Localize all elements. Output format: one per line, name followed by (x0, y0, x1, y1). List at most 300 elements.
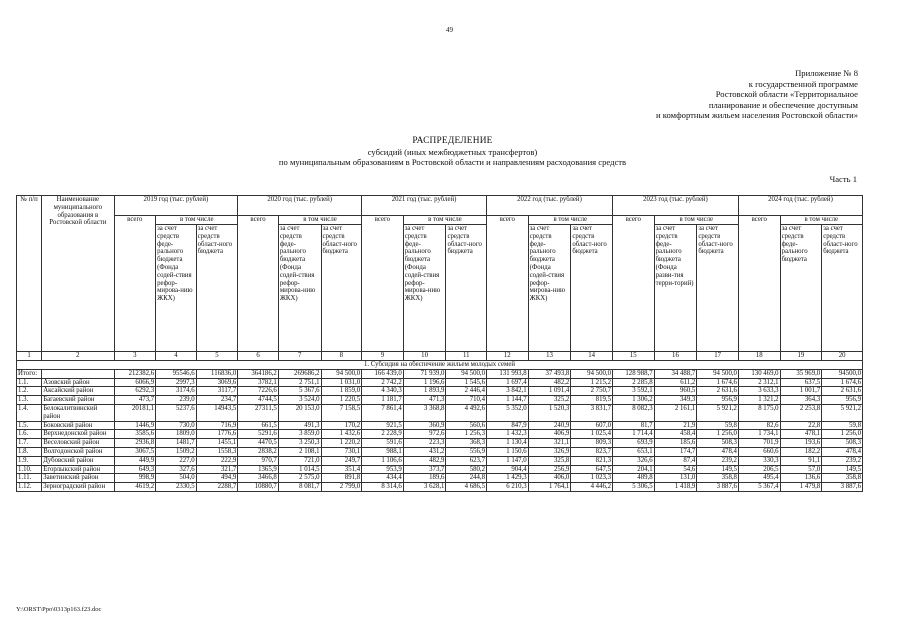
value-cell: 91,1 (780, 456, 822, 465)
value-cell: 730,1 (321, 447, 362, 456)
value-cell: 1 674,6 (822, 378, 863, 387)
value-cell: 819,5 (571, 396, 613, 405)
annex-line: Приложение № 8 (795, 68, 858, 78)
header-year: 2020 год (тыс. рублей) (238, 196, 362, 216)
value-cell: 6292,3 (114, 387, 156, 396)
value-cell: 8 081,7 (278, 483, 321, 492)
value-cell: 27311,5 (238, 404, 279, 421)
header-fed: за счет средств феде-рального бюджета (Фонда разви-тия терри-торий) (654, 225, 697, 352)
value-cell: 508,3 (822, 439, 863, 448)
value-cell: 1 144,7 (486, 396, 528, 405)
value-cell: 1 256,0 (822, 430, 863, 439)
value-cell: 185,6 (654, 439, 697, 448)
value-cell: 364,3 (780, 396, 822, 405)
value-cell: 1 025,4 (571, 430, 613, 439)
value-cell: 591,6 (362, 439, 404, 448)
value-cell: 14943,5 (196, 404, 238, 421)
value-cell: 4 340,3 (362, 387, 404, 396)
value-cell: 5 921,2 (697, 404, 739, 421)
value-cell: 5 367,4 (738, 483, 780, 492)
value-cell: 482,9 (403, 456, 446, 465)
value-cell: 3117,7 (196, 387, 238, 396)
value-cell: 6 210,3 (486, 483, 528, 492)
value-cell: 326,9 (528, 447, 571, 456)
value-cell: 34 488,7 (654, 369, 697, 378)
value-cell: 94500,0 (822, 369, 863, 378)
value-cell: 2 446,4 (446, 387, 487, 396)
column-number: 16 (654, 352, 697, 361)
title-sub: по муниципальным образованиям в Ростовской области и направлениям расходования средств (278, 157, 627, 167)
value-cell: 721,0 (278, 456, 321, 465)
municipality-name: Аксайский район (42, 387, 114, 396)
table-row (17, 474, 863, 483)
header-fed: за счет средств феде-рального бюджета (Фонда содей-ствия рефор-мирова-нию ЖКХ) (528, 225, 571, 352)
header-num: № п/п (17, 196, 42, 352)
value-cell: 1 031,0 (321, 378, 362, 387)
row-number: 1.12. (17, 483, 42, 492)
header-obl: за счет средств област-ного бюджета (196, 225, 238, 352)
value-cell: 458,4 (654, 430, 697, 439)
municipality-name: Веселовский район (42, 439, 114, 448)
value-cell: 1509,2 (156, 447, 197, 456)
table-row (17, 421, 863, 430)
column-number: 5 (196, 352, 238, 361)
column-number: 15 (612, 352, 654, 361)
municipality-name: Заветинский район (42, 474, 114, 483)
municipality-name: Азовский район (42, 378, 114, 387)
row-number: 1.9. (17, 456, 42, 465)
value-cell: 3 628,1 (403, 483, 446, 492)
value-cell: 206,5 (738, 465, 780, 474)
header-year: 2019 год (тыс. рублей) (114, 196, 238, 216)
table-row (17, 483, 863, 492)
header-total: всего (362, 216, 404, 352)
value-cell: 149,5 (697, 465, 739, 474)
value-cell: 1 429,3 (486, 474, 528, 483)
value-cell: 1558,3 (196, 447, 238, 456)
table-row (17, 396, 863, 405)
value-cell: 325,2 (528, 396, 571, 405)
value-cell: 321,7 (196, 465, 238, 474)
value-cell: 3069,6 (196, 378, 238, 387)
value-cell: 7226,6 (238, 387, 279, 396)
value-cell: 321,1 (528, 439, 571, 448)
value-cell: 349,3 (654, 396, 697, 405)
column-number: 18 (738, 352, 780, 361)
value-cell: 556,9 (446, 447, 487, 456)
header-total: всего (486, 216, 528, 352)
value-cell: 495,4 (738, 474, 780, 483)
value-cell: 1 023,3 (571, 474, 613, 483)
value-cell: 149,5 (822, 465, 863, 474)
value-cell: 95546,6 (156, 369, 197, 378)
value-cell: 327,6 (156, 465, 197, 474)
column-number: 1 (17, 352, 42, 361)
value-cell: 54,6 (654, 465, 697, 474)
value-cell: 3 887,6 (822, 483, 863, 492)
value-cell: 434,4 (362, 474, 404, 483)
header-obl: за счет средств област-ного бюджета (446, 225, 487, 352)
value-cell: 71 939,0 (403, 369, 446, 378)
value-cell: 471,3 (403, 396, 446, 405)
header-obl: за счет средств област-ного бюджета (822, 225, 863, 352)
value-cell: 1 432,3 (486, 430, 528, 439)
value-cell: 580,2 (446, 465, 487, 474)
value-cell: 1 130,4 (486, 439, 528, 448)
value-cell: 494,9 (196, 474, 238, 483)
value-cell: 406,9 (528, 430, 571, 439)
value-cell: 2 228,9 (362, 430, 404, 439)
value-cell: 478,1 (780, 430, 822, 439)
value-cell: 1 220,5 (321, 396, 362, 405)
value-cell: 239,2 (697, 456, 739, 465)
value-cell: 3585,6 (114, 430, 156, 439)
value-cell: 3 859,0 (278, 430, 321, 439)
value-cell: 330,3 (738, 456, 780, 465)
header-fed: за счет средств феде-рального бюджета (Фонда содей-ствия рефор-мирова-нию ЖКХ) (156, 225, 197, 352)
value-cell: 1 859,0 (321, 387, 362, 396)
value-cell: 716,9 (196, 421, 238, 430)
value-cell: 4470,5 (238, 439, 279, 448)
value-cell: 2 742,2 (362, 378, 404, 387)
value-cell: 956,9 (697, 396, 739, 405)
value-cell: 1455,1 (196, 439, 238, 448)
column-number: 11 (446, 352, 487, 361)
value-cell: 364186,2 (238, 369, 279, 378)
value-cell: 660,6 (738, 447, 780, 456)
value-cell: 921,5 (362, 421, 404, 430)
value-cell: 82,6 (738, 421, 780, 430)
column-number: 7 (278, 352, 321, 361)
value-cell: 1 215,2 (571, 378, 613, 387)
value-cell: 821,3 (571, 456, 613, 465)
value-cell: 2838,2 (238, 447, 279, 456)
value-cell: 8 082,3 (612, 404, 654, 421)
row-number: 1.7. (17, 439, 42, 448)
value-cell: 3 524,0 (278, 396, 321, 405)
row-number: Итого: (17, 369, 42, 378)
header-year: 2022 год (тыс. рублей) (486, 196, 612, 216)
value-cell: 239,2 (822, 456, 863, 465)
value-cell: 406,0 (528, 474, 571, 483)
value-cell: 5237,6 (156, 404, 197, 421)
table-row (17, 369, 863, 378)
column-number: 6 (238, 352, 279, 361)
value-cell: 1 001,7 (780, 387, 822, 396)
value-cell: 5 352,0 (486, 404, 528, 421)
header-total: всего (238, 216, 279, 352)
value-cell: 491,3 (278, 421, 321, 430)
value-cell: 94 500,0 (697, 369, 739, 378)
value-cell: 87,4 (654, 456, 697, 465)
value-cell: 37 493,8 (528, 369, 571, 378)
value-cell: 2 285,8 (612, 378, 654, 387)
value-cell: 953,9 (362, 465, 404, 474)
column-number: 2 (42, 352, 114, 361)
header-fed: за счет средств феде-рального бюджета (Фонда содей-ствия рефор-мирова-нию ЖКХ) (278, 225, 321, 352)
value-cell: 269686,2 (278, 369, 321, 378)
value-cell: 489,8 (612, 474, 654, 483)
value-cell: 972,6 (403, 430, 446, 439)
value-cell: 504,0 (156, 474, 197, 483)
value-cell: 239,0 (156, 396, 197, 405)
value-cell: 4 686,5 (446, 483, 487, 492)
value-cell: 1 147,0 (486, 456, 528, 465)
municipality-name: Белокалитвинский район (42, 404, 114, 421)
value-cell: 131,0 (654, 474, 697, 483)
value-cell: 607,0 (571, 421, 613, 430)
value-cell: 170,2 (321, 421, 362, 430)
value-cell: 449,9 (114, 456, 156, 465)
table-row (17, 456, 863, 465)
value-cell: 809,3 (571, 439, 613, 448)
value-cell: 1446,9 (114, 421, 156, 430)
value-cell: 823,7 (571, 447, 613, 456)
municipality-name (42, 369, 114, 378)
value-cell: 649,3 (114, 465, 156, 474)
value-cell: 1 545,6 (446, 378, 487, 387)
value-cell: 1 520,3 (528, 404, 571, 421)
value-cell: 130 469,0 (738, 369, 780, 378)
value-cell: 2997,3 (156, 378, 197, 387)
municipality-name: Боковский район (42, 421, 114, 430)
value-cell: 4 446,2 (571, 483, 613, 492)
value-cell: 249,7 (321, 456, 362, 465)
header-year: 2023 год (тыс. рублей) (612, 196, 738, 216)
column-number: 8 (321, 352, 362, 361)
value-cell: 57,0 (780, 465, 822, 474)
value-cell: 3 368,8 (403, 404, 446, 421)
value-cell: 988,1 (362, 447, 404, 456)
value-cell: 1 479,8 (780, 483, 822, 492)
row-number: 1.4. (17, 404, 42, 421)
value-cell: 3 831,7 (571, 404, 613, 421)
row-number: 1.11. (17, 474, 42, 483)
value-cell: 1 306,2 (612, 396, 654, 405)
page-number: 49 (446, 26, 453, 34)
header-total: всего (738, 216, 780, 352)
value-cell: 7 861,4 (362, 404, 404, 421)
value-cell: 94 500,0 (321, 369, 362, 378)
value-cell: 1 220,2 (321, 439, 362, 448)
value-cell: 1 256,3 (446, 430, 487, 439)
value-cell: 1 697,4 (486, 378, 528, 387)
value-cell: 1 734,1 (738, 430, 780, 439)
value-cell: 1 764,1 (528, 483, 571, 492)
value-cell: 647,5 (571, 465, 613, 474)
municipality-name: Зерноградский район (42, 483, 114, 492)
value-cell: 240,9 (528, 421, 571, 430)
annex-line: планирование и обеспечение доступным (708, 99, 858, 110)
header-incl: в том числе (654, 216, 738, 225)
value-cell: 1365,9 (238, 465, 279, 474)
value-cell: 1 150,6 (486, 447, 528, 456)
section-title: 1. Субсидия на обеспечение жильем молодых семей (17, 361, 863, 370)
value-cell: 956,9 (822, 396, 863, 405)
value-cell: 560,6 (446, 421, 487, 430)
row-number: 1.10. (17, 465, 42, 474)
value-cell: 998,9 (114, 474, 156, 483)
value-cell: 5291,6 (238, 430, 279, 439)
value-cell: 81,7 (612, 421, 654, 430)
value-cell: 182,2 (780, 447, 822, 456)
value-cell: 5 921,2 (822, 404, 863, 421)
value-cell: 360,9 (403, 421, 446, 430)
value-cell: 2 312,1 (738, 378, 780, 387)
value-cell: 3466,8 (238, 474, 279, 483)
row-number: 1.3. (17, 396, 42, 405)
value-cell: 1 321,2 (738, 396, 780, 405)
header-year: 2021 год (тыс. рублей) (362, 196, 487, 216)
value-cell: 1 106,6 (362, 456, 404, 465)
value-cell: 970,7 (238, 456, 279, 465)
column-number: 4 (156, 352, 197, 361)
value-cell: 904,4 (486, 465, 528, 474)
value-cell: 1 256,0 (697, 430, 739, 439)
value-cell: 20181,1 (114, 404, 156, 421)
value-cell: 7 158,5 (321, 404, 362, 421)
value-cell: 1 674,6 (697, 378, 739, 387)
value-cell: 21,9 (654, 421, 697, 430)
value-cell: 730,0 (156, 421, 197, 430)
value-cell: 8 175,0 (738, 404, 780, 421)
header-incl: в том числе (528, 216, 612, 225)
value-cell: 693,9 (612, 439, 654, 448)
value-cell: 373,7 (403, 465, 446, 474)
value-cell: 358,8 (822, 474, 863, 483)
header-incl: в том числе (780, 216, 862, 225)
annex-line: Ростовской области «Территориальное (715, 89, 858, 100)
header-total: всего (114, 216, 156, 352)
municipality-name: Верхнедонской район (42, 430, 114, 439)
distribution-table (16, 195, 863, 492)
value-cell: 22,8 (780, 421, 822, 430)
value-cell: 189,6 (403, 474, 446, 483)
value-cell: 653,1 (612, 447, 654, 456)
table-row (17, 447, 863, 456)
row-number: 1.5. (17, 421, 42, 430)
value-cell: 891,8 (321, 474, 362, 483)
value-cell: 6066,9 (114, 378, 156, 387)
value-cell: 2 575,0 (278, 474, 321, 483)
value-cell: 1776,6 (196, 430, 238, 439)
column-number: 19 (780, 352, 822, 361)
value-cell: 1809,0 (156, 430, 197, 439)
value-cell: 5 367,6 (278, 387, 321, 396)
value-cell: 2 751,1 (278, 378, 321, 387)
value-cell: 2 108,1 (278, 447, 321, 456)
table-row (17, 404, 863, 421)
annex-line: и комфортным жильем населения Ростовской области» (656, 110, 858, 121)
column-number: 14 (571, 352, 613, 361)
value-cell: 59,8 (822, 421, 863, 430)
value-cell: 1 181,7 (362, 396, 404, 405)
table-row (17, 465, 863, 474)
value-cell: 473,7 (114, 396, 156, 405)
table-row (17, 439, 863, 448)
header-incl: в том числе (278, 216, 361, 225)
value-cell: 4744,5 (238, 396, 279, 405)
value-cell: 2330,5 (156, 483, 197, 492)
value-cell: 1 893,9 (403, 387, 446, 396)
row-number: 1.6. (17, 430, 42, 439)
header-total: всего (612, 216, 654, 352)
value-cell: 368,3 (446, 439, 487, 448)
municipality-name: Егорлыкский район (42, 465, 114, 474)
column-number-row (17, 352, 863, 361)
header-fed: за счет средств феде-рального бюджета (Фонда содей-ствия рефор-мирова-нию ЖКХ) (403, 225, 446, 352)
value-cell: 3 842,1 (486, 387, 528, 396)
municipality-name: Багаевский район (42, 396, 114, 405)
column-number: 20 (822, 352, 863, 361)
column-number: 3 (114, 352, 156, 361)
municipality-name: Волгодонской район (42, 447, 114, 456)
value-cell: 1 091,4 (528, 387, 571, 396)
value-cell: 960,5 (654, 387, 697, 396)
value-cell: 222,9 (196, 456, 238, 465)
value-cell: 2 799,0 (321, 483, 362, 492)
value-cell: 478,4 (822, 447, 863, 456)
header-obl: за счет средств област-ного бюджета (571, 225, 613, 352)
value-cell: 3174,6 (156, 387, 197, 396)
value-cell: 1 714,4 (612, 430, 654, 439)
annex-header (618, 68, 858, 121)
value-cell: 1481,7 (156, 439, 197, 448)
value-cell: 611,2 (654, 378, 697, 387)
value-cell: 166 439,0 (362, 369, 404, 378)
column-number: 17 (697, 352, 739, 361)
value-cell: 116836,0 (196, 369, 238, 378)
table-row (17, 387, 863, 396)
row-number: 1.8. (17, 447, 42, 456)
file-path: Y:\ORST\Ppo\0313p163.f23.doc (16, 606, 102, 613)
row-number: 1.2. (17, 387, 42, 396)
value-cell: 204,1 (612, 465, 654, 474)
value-cell: 128 988,7 (612, 369, 654, 378)
value-cell: 637,5 (780, 378, 822, 387)
value-cell: 358,8 (697, 474, 739, 483)
value-cell: 227,0 (156, 456, 197, 465)
header-obl: за счет средств област-ного бюджета (697, 225, 739, 352)
value-cell: 94 500,0 (446, 369, 487, 378)
document-title (0, 136, 905, 168)
value-cell: 131 993,8 (486, 369, 528, 378)
value-cell: 136,6 (780, 474, 822, 483)
table-row (17, 430, 863, 439)
value-cell: 3 250,3 (278, 439, 321, 448)
value-cell: 244,8 (446, 474, 487, 483)
value-cell: 351,4 (321, 465, 362, 474)
header-name: Наименование муниципального образования в Ростовской области (42, 196, 114, 352)
value-cell: 431,2 (403, 447, 446, 456)
value-cell: 847,9 (486, 421, 528, 430)
value-cell: 2288,7 (196, 483, 238, 492)
value-cell: 8 314,6 (362, 483, 404, 492)
value-cell: 174,7 (654, 447, 697, 456)
column-number: 12 (486, 352, 528, 361)
value-cell: 10880,7 (238, 483, 279, 492)
value-cell: 59,8 (697, 421, 739, 430)
value-cell: 256,9 (528, 465, 571, 474)
value-cell: 3067,5 (114, 447, 156, 456)
value-cell: 2 161,1 (654, 404, 697, 421)
value-cell: 2 631,6 (697, 387, 739, 396)
column-number: 13 (528, 352, 571, 361)
value-cell: 710,4 (446, 396, 487, 405)
value-cell: 3 592,1 (612, 387, 654, 396)
value-cell: 20 153,0 (278, 404, 321, 421)
annex-line: к государственной программе (748, 78, 858, 89)
